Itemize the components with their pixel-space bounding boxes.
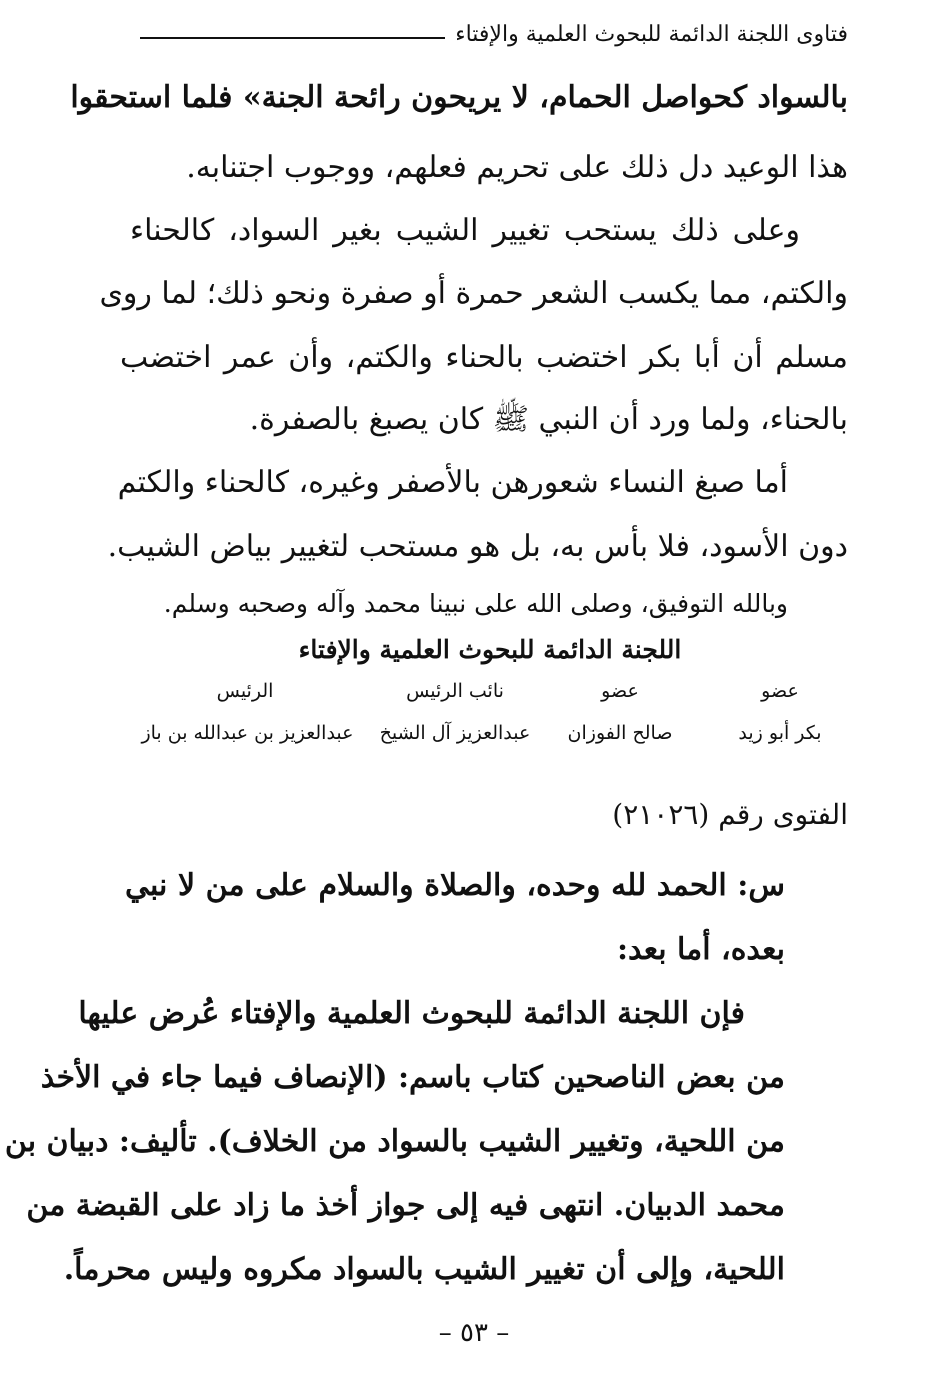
signatory-name: عبدالعزيز بن عبدالله بن باز xyxy=(141,722,354,744)
signatory-name: صالح الفوزان xyxy=(567,722,673,744)
question-line: محمد الدبيان. انتهى فيه إلى جواز أخذ ما زاد على القبضة من xyxy=(26,1188,785,1223)
text-line: هذا الوعيد دل ذلك على تحريم فعلهم، ووجوب اجتنابه. xyxy=(186,150,848,185)
signatory-title: نائب الرئيس xyxy=(406,680,504,702)
signatory-titles xyxy=(140,680,840,710)
signatory-name: عبدالعزيز آل الشيخ xyxy=(379,722,531,744)
signatory-title: الرئيس xyxy=(216,680,274,702)
running-title: فتاوى اللجنة الدائمة للبحوث العلمية والإفتاء xyxy=(455,22,848,47)
text-line: بالحناء، ولما ورد أن النبي ﷺ كان يصبغ بالصفرة. xyxy=(249,402,848,437)
text-line: دون الأسود، فلا بأس به، بل هو مستحب لتغيير بياض الشيب. xyxy=(107,529,848,564)
question-line: فإن اللجنة الدائمة للبحوث العلمية والإفتاء عُرض عليها xyxy=(78,996,745,1031)
signatory-title: عضو xyxy=(761,680,799,702)
committee-name: اللجنة الدائمة للبحوث العلمية والإفتاء xyxy=(298,635,682,664)
text-line: مسلم أن أبا بكر اختضب بالحناء والكتم، وأن عمر اختضب xyxy=(120,340,848,375)
closing-line: وبالله التوفيق، وصلى الله على نبينا محمد وآله وصحبه وسلم. xyxy=(163,589,788,618)
page-number: – ٥٣ – xyxy=(438,1318,510,1348)
question-line: س: الحمد لله وحده، والصلاة والسلام على من لا نبي xyxy=(125,868,785,903)
signatory-names xyxy=(140,722,840,752)
question-line: من بعض الناصحين كتاب باسم: (الإنصاف فيما جاء في الأخذ xyxy=(40,1060,785,1095)
running-header xyxy=(140,22,848,47)
fatwa-number: الفتوى رقم (٢١٠٢٦) xyxy=(612,798,848,831)
question-line: اللحية، وإلى أن تغيير الشيب بالسواد مكروه وليس محرماً. xyxy=(63,1252,785,1287)
header-rule xyxy=(140,37,445,39)
signatory-title: عضو xyxy=(601,680,639,702)
question-line: من اللحية، وتغيير الشيب بالسواد من الخلاف). تأليف: دبيان بن xyxy=(4,1124,785,1159)
text-line: وعلى ذلك يستحب تغيير الشيب بغير السواد، كالحناء xyxy=(130,213,800,248)
signatory-name: بكر أبو زيد xyxy=(738,722,822,744)
question-line: بعده، أما بعد: xyxy=(616,932,785,967)
text-line: والكتم، مما يكسب الشعر حمرة أو صفرة ونحو ذلك؛ لما روى xyxy=(99,276,848,311)
text-line: بالسواد كحواصل الحمام، لا يريحون رائحة الجنة» فلما استحقوا xyxy=(70,80,848,115)
text-line: أما صبغ النساء شعورهن بالأصفر وغيره، كالحناء والكتم xyxy=(117,465,788,500)
